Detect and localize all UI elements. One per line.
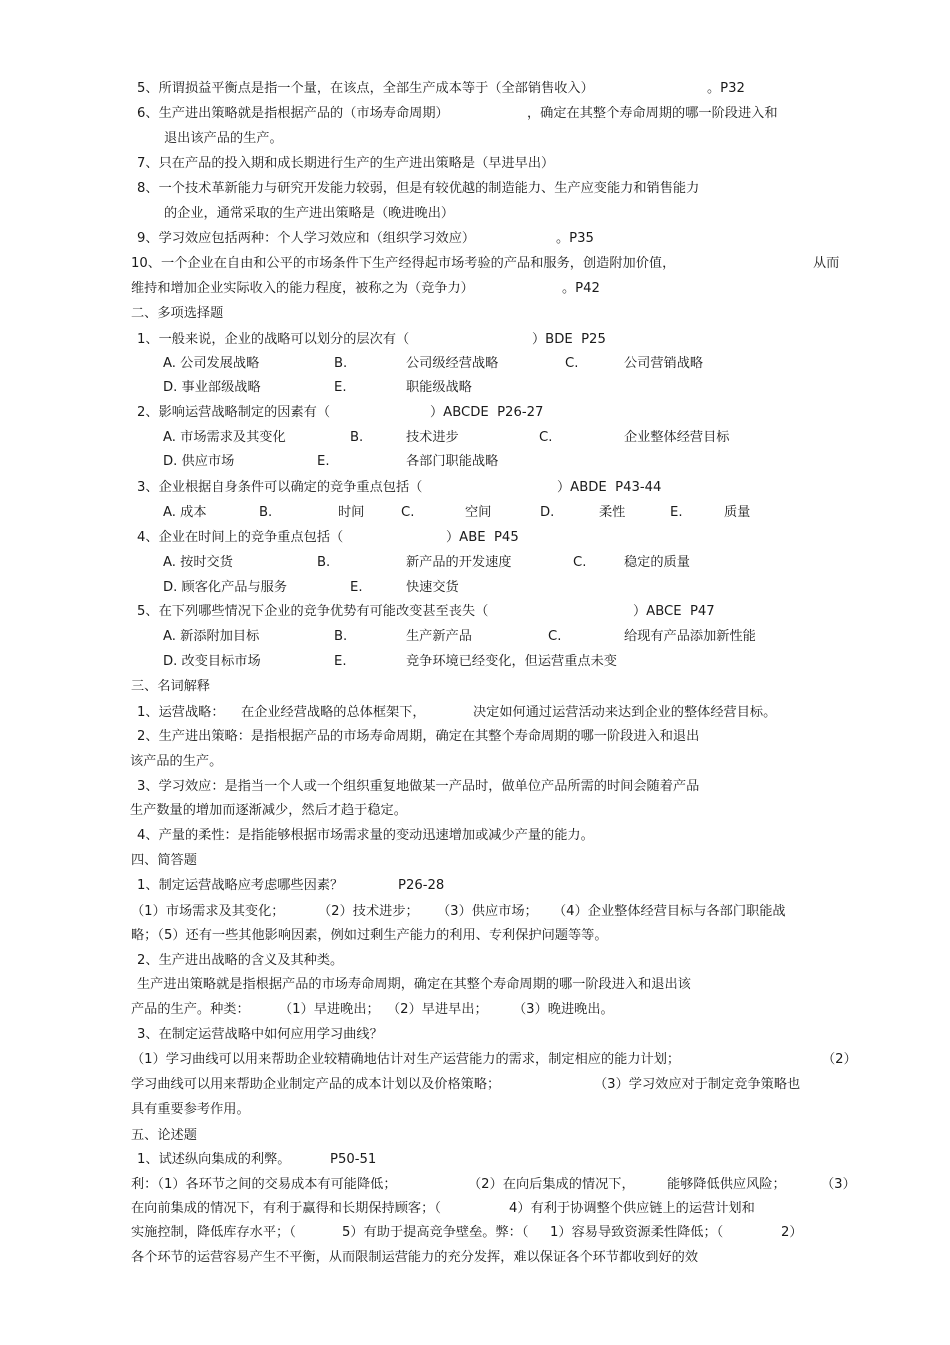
text-segment: 给现有产品添加新性能: [624, 629, 756, 644]
text-segment: 3、在制定运营战略中如何应用学习曲线？: [137, 1027, 383, 1042]
text-segment: 时间: [338, 505, 365, 520]
text-segment: 1、一般来说，企业的战略可以划分的层次有（: [137, 332, 410, 347]
text-segment: （2）技术进步；: [318, 904, 419, 919]
text-segment: （2）: [822, 1052, 857, 1067]
text-segment: 各个环节的运营容易产生不平衡，从而限制运营能力的充分发挥，难以保证各个环节都收到好的效: [131, 1250, 699, 1265]
text-segment: C.: [539, 430, 553, 445]
text-segment: 利：（1）各环节之间的交易成本有可能降低；: [131, 1177, 397, 1192]
text-segment: 5、所谓损益平衡点是指一个量，在该点，全部生产成本等于（全部销售收入）: [137, 81, 594, 96]
text-segment: 1、运营战略：: [137, 705, 225, 720]
text-segment: 具有重要参考作用。: [131, 1102, 250, 1117]
text-segment: ）ABE P45: [446, 530, 519, 545]
text-segment: 能够降低供应风险；: [667, 1177, 786, 1192]
text-segment: 1、制定运营战略应考虑哪些因素？: [137, 878, 344, 893]
text-segment: 稳定的质量: [624, 555, 690, 570]
text-segment: 在企业经营战略的总体框架下，: [241, 705, 426, 720]
text-segment: 四、简答题: [131, 853, 197, 868]
text-segment: 学习曲线可以用来帮助企业制定产品的成本计划以及价格策略；: [131, 1077, 501, 1092]
text-segment: D. 改变目标市场: [163, 654, 261, 669]
text-segment: 1、试述纵向集成的利弊。: [137, 1152, 291, 1167]
text-segment: 2、生产进出策略：是指根据产品的市场寿命周期，确定在其整个寿命周期的哪一阶段进入和退出: [137, 729, 700, 744]
text-segment: B.: [317, 555, 331, 570]
text-segment: A. 市场需求及其变化: [163, 430, 286, 445]
text-segment: 4、产量的柔性：是指能够根据市场需求量的变动迅速增加或减少产量的能力。: [137, 828, 594, 843]
text-segment: （1）早进晚出；: [279, 1002, 380, 1017]
text-segment: 9、学习效应包括两种：个人学习效应和（组织学习效应）: [137, 231, 476, 246]
text-segment: A. 公司发展战略: [163, 356, 260, 371]
text-segment: E.: [670, 505, 683, 520]
text-segment: 各部门职能战略: [406, 454, 499, 469]
text-segment: 职能级战略: [406, 380, 472, 395]
text-segment: 3、学习效应：是指当一个人或一个组织重复地做某一产品时，做单位产品所需的时间会随着产品: [137, 779, 700, 794]
text-segment: 4）有利于协调整个供应链上的运营计划和: [509, 1201, 755, 1216]
text-segment: 生产进出策略就是指根据产品的市场寿命周期，确定在其整个寿命周期的哪一阶段进入和退出该: [137, 977, 691, 992]
text-segment: 质量: [724, 505, 751, 520]
text-segment: ）BDE P25: [532, 332, 606, 347]
text-segment: E.: [334, 654, 347, 669]
text-segment: E.: [334, 380, 347, 395]
text-segment: 8、一个技术革新能力与研究开发能力较弱，但是有较优越的制造能力、生产应变能力和销售能力: [137, 181, 700, 196]
text-segment: E.: [317, 454, 330, 469]
text-segment: D. 供应市场: [163, 454, 235, 469]
text-segment: 生产数量的增加而逐渐减少，然后才趋于稳定。: [130, 803, 407, 818]
text-segment: （3）晚进晚出。: [513, 1002, 614, 1017]
text-segment: （2）早进早出；: [387, 1002, 488, 1017]
text-segment: ）ABCDE P26-27: [430, 405, 544, 420]
text-segment: 决定如何通过运营活动来达到企业的整体经营目标。: [473, 705, 777, 720]
text-segment: A. 按时交货: [163, 555, 233, 570]
text-segment: ，确定在其整个寿命周期的哪一阶段进入和: [527, 106, 778, 121]
text-segment: 4、企业在时间上的竞争重点包括（: [137, 530, 344, 545]
text-segment: （3）供应市场；: [437, 904, 538, 919]
text-segment: 的企业，通常采取的生产进出策略是（晚进晚出）: [164, 206, 455, 221]
text-segment: 从而: [813, 256, 840, 271]
text-segment: 10、一个企业在自由和公平的市场条件下生产经得起市场考验的产品和服务，创造附加价值，: [131, 256, 676, 271]
text-segment: 二、多项选择题: [131, 306, 224, 321]
text-segment: 该产品的生产。: [130, 754, 223, 769]
text-segment: A. 成本: [163, 505, 207, 520]
text-segment: 5）有助于提高竞争壁垒。弊：（: [342, 1225, 529, 1240]
text-segment: 企业整体经营目标: [624, 430, 730, 445]
text-segment: 实施控制，降低库存水平；（: [131, 1225, 296, 1240]
text-segment: 7、只在产品的投入期和成长期进行生产的生产进出策略是（早进早出）: [137, 156, 555, 171]
text-segment: 略；（5）还有一些其他影响因素，例如过剩生产能力的利用、专利保护问题等等。: [131, 928, 608, 943]
text-segment: C.: [565, 356, 579, 371]
text-segment: A. 新添附加目标: [163, 629, 260, 644]
text-segment: 2）: [781, 1225, 803, 1240]
text-segment: B.: [350, 430, 364, 445]
text-segment: B.: [259, 505, 273, 520]
text-segment: 5、在下列哪些情况下企业的竞争优势有可能改变甚至丧失（: [137, 604, 489, 619]
text-segment: 6、生产进出策略就是指根据产品的（市场寿命周期）: [137, 106, 449, 121]
text-segment: 。P32: [707, 81, 745, 96]
text-segment: 五、论述题: [131, 1128, 197, 1143]
text-segment: 在向前集成的情况下，有利于赢得和长期保持顾客；（: [131, 1201, 441, 1216]
text-segment: （3）学习效应对于制定竞争策略也: [594, 1077, 801, 1092]
text-segment: 维持和增加企业实际收入的能力程度，被称之为（竞争力）: [131, 281, 474, 296]
text-segment: 产品的生产。种类：: [131, 1002, 250, 1017]
text-segment: 2、影响运营战略制定的因素有（: [137, 405, 331, 420]
text-segment: B.: [334, 629, 348, 644]
text-segment: ）ABDE P43-44: [557, 480, 662, 495]
text-segment: P26-28: [398, 878, 445, 893]
text-segment: 退出该产品的生产。: [164, 131, 283, 146]
text-segment: P50-51: [330, 1152, 377, 1167]
text-segment: 2、生产进出战略的含义及其种类。: [137, 953, 344, 968]
text-segment: （2）在向后集成的情况下，: [468, 1177, 635, 1192]
text-segment: 生产新产品: [406, 629, 472, 644]
text-segment: 3、企业根据自身条件可以确定的竞争重点包括（: [137, 480, 423, 495]
text-segment: （3）: [821, 1177, 856, 1192]
text-segment: C.: [548, 629, 562, 644]
text-segment: 新产品的开发速度: [406, 555, 512, 570]
text-segment: E.: [350, 580, 363, 595]
text-segment: D.: [540, 505, 555, 520]
text-segment: 柔性: [599, 505, 626, 520]
text-segment: 1）容易导致资源柔性降低；（: [550, 1225, 724, 1240]
text-segment: 公司级经营战略: [406, 356, 499, 371]
text-segment: C.: [573, 555, 587, 570]
text-segment: 公司营销战略: [624, 356, 704, 371]
text-segment: 。P42: [562, 281, 600, 296]
text-segment: （1）学习曲线可以用来帮助企业较精确地估计对生产运营能力的需求，制定相应的能力计划；: [131, 1052, 681, 1067]
text-segment: 三、名词解释: [131, 679, 211, 694]
text-segment: B.: [334, 356, 348, 371]
text-segment: D. 事业部级战略: [163, 380, 261, 395]
text-segment: 技术进步: [406, 430, 459, 445]
text-segment: 快速交货: [406, 580, 459, 595]
text-segment: C.: [401, 505, 415, 520]
text-segment: D. 顾客化产品与服务: [163, 580, 288, 595]
text-segment: （4）企业整体经营目标与各部门职能战: [553, 904, 786, 919]
text-segment: （1）市场需求及其变化；: [131, 904, 285, 919]
text-segment: ）ABCE P47: [633, 604, 715, 619]
text-segment: 。P35: [556, 231, 594, 246]
text-segment: 竞争环境已经变化，但运营重点未变: [406, 654, 617, 669]
text-segment: 空间: [465, 505, 492, 520]
